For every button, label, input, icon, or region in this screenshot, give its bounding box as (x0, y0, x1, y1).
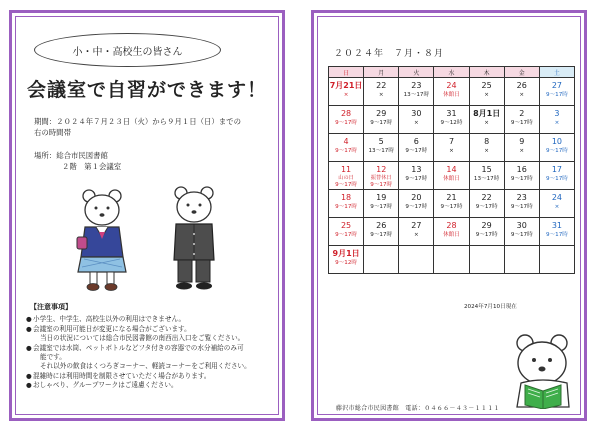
day-number: 6 (413, 137, 419, 146)
calendar-day-cell (329, 106, 364, 134)
note-text: 小学生、中学生、高校生以外の利用はできません。 (33, 315, 186, 324)
holiday-name: 山の日 (338, 175, 354, 181)
calendar-day-cell (364, 218, 399, 246)
calendar-week-row (329, 218, 575, 246)
weekday-header: 日 (329, 67, 364, 78)
calendar-day-cell (539, 106, 574, 134)
note-text: おしゃべり、グループワークはご遠慮ください。 (33, 381, 178, 390)
calendar-day-cell (539, 190, 574, 218)
day-schedule: 9～17時 (370, 120, 393, 126)
day-number: 8月1日 (473, 109, 501, 118)
day-number: 8 (484, 137, 490, 146)
reading-bear-illustration (507, 331, 579, 409)
calendar-day-cell (504, 134, 539, 162)
calendar-day-cell (434, 78, 469, 106)
day-schedule: × (554, 120, 560, 126)
day-schedule: 9～17時 (475, 204, 498, 210)
calendar-day-cell (399, 78, 434, 106)
calendar-day-cell (399, 134, 434, 162)
bullet-icon: ● (26, 343, 32, 352)
bullet-icon: ● (26, 371, 32, 380)
day-number: 23 (516, 193, 527, 202)
day-schedule: × (484, 92, 489, 98)
weekday-header: 水 (434, 67, 469, 78)
bullet-icon: ● (26, 315, 32, 324)
calendar-day-cell (504, 106, 539, 134)
calendar-day-cell (504, 162, 539, 190)
venue-label: 場所： (34, 151, 57, 160)
day-schedule: 9～17時 (335, 182, 357, 188)
calendar-week-row (329, 162, 575, 190)
weekday-header: 月 (364, 67, 399, 78)
day-schedule: 9～17時 (545, 176, 568, 182)
day-schedule: 休館日 (443, 232, 460, 238)
calendar-panel (311, 10, 587, 421)
day-schedule: × (378, 92, 384, 98)
calendar-day-cell (364, 246, 399, 274)
note-subtext: 当日の状況については総合市民図書館の南西出入口をご覧ください。 (40, 334, 245, 343)
day-schedule: 9～17時 (335, 120, 357, 126)
day-schedule: 9～12時 (440, 120, 463, 126)
calendar-day-cell (329, 78, 364, 106)
weekday-header: 木 (469, 67, 504, 78)
day-number: 28 (340, 109, 352, 118)
calendar-day-cell (504, 218, 539, 246)
calendar-day-cell (364, 78, 399, 106)
calendar-day-cell (539, 134, 574, 162)
day-number: 28 (446, 221, 457, 230)
calendar-day-cell (329, 246, 364, 274)
day-schedule: 9～17時 (370, 204, 393, 210)
calendar-day-cell (329, 218, 364, 246)
day-number: 30 (516, 221, 527, 230)
day-number: 5 (378, 137, 384, 146)
day-number: 4 (343, 137, 349, 146)
venue-line1: 総合市民図書館 (56, 151, 108, 160)
day-number: 26 (516, 81, 527, 90)
day-schedule: × (449, 148, 454, 154)
day-number: 31 (446, 109, 457, 118)
calendar-day-cell (364, 190, 399, 218)
day-schedule: 9～17時 (440, 204, 463, 210)
day-number: 9 (519, 137, 525, 146)
note-item (26, 325, 274, 344)
calendar-day-cell (469, 246, 504, 274)
note-text: 会議室の利用可能日が変更になる場合がございます。 (33, 324, 191, 333)
calendar-week-row (329, 106, 575, 134)
calendar-day-cell (329, 190, 364, 218)
bullet-icon: ● (26, 324, 32, 333)
calendar-week-row (329, 246, 575, 274)
day-number: 24 (446, 81, 457, 90)
note-text: 混雑時には利用時間を制限させていただく場合があります。 (33, 371, 211, 380)
day-number: 20 (411, 193, 422, 202)
day-number: 2 (519, 109, 525, 118)
note-item (26, 344, 274, 372)
flyer-panel (9, 10, 285, 421)
calendar-day-cell (434, 162, 469, 190)
library-contact: 藤沢市総合市民図書館 電話：０４６６－４３－１１１１ (336, 405, 500, 412)
day-number: 13 (411, 165, 422, 174)
period-info (34, 116, 264, 138)
calendar-day-cell (539, 218, 574, 246)
day-schedule: 9～17時 (545, 92, 568, 98)
venue-line2: ２階 第１会議室 (62, 162, 122, 171)
calendar-table (328, 66, 575, 274)
day-schedule: 9～17時 (405, 148, 428, 154)
calendar-day-cell (469, 78, 504, 106)
calendar-day-cell (469, 162, 504, 190)
calendar-day-cell (539, 78, 574, 106)
notes-title: 【注意事項】 (30, 303, 72, 311)
calendar-day-cell (504, 246, 539, 274)
weekday-header: 火 (399, 67, 434, 78)
calendar-week-row (329, 78, 575, 106)
day-schedule: × (484, 120, 489, 126)
calendar-day-cell (539, 162, 574, 190)
weekday-header: 土 (539, 67, 574, 78)
calendar-day-cell (469, 190, 504, 218)
day-number: 25 (481, 81, 492, 90)
day-schedule: × (519, 92, 525, 98)
day-number: 3 (554, 109, 560, 118)
calendar-day-cell (434, 218, 469, 246)
day-schedule: 9～17時 (510, 176, 533, 182)
calendar-day-cell (434, 106, 469, 134)
day-number: 26 (376, 221, 387, 230)
note-item (26, 372, 274, 381)
day-schedule: 9～17時 (510, 232, 533, 238)
calendar-day-cell (399, 246, 434, 274)
day-schedule: 9～17時 (510, 204, 533, 210)
day-number: 17 (551, 165, 563, 174)
note-text: 会議室では水筒、ペットボトルなどフタ付きの容器での水分補給のみ可 (33, 343, 244, 352)
day-schedule: 9～17時 (370, 232, 393, 238)
audience-label: 小・中・高校生の皆さん (34, 33, 221, 67)
day-schedule: × (343, 92, 349, 98)
day-number: 18 (340, 193, 352, 202)
day-schedule: 13～17時 (403, 92, 430, 98)
day-schedule: × (414, 232, 419, 238)
day-schedule: 9～17時 (335, 148, 357, 154)
day-schedule: 9～12時 (335, 260, 357, 266)
calendar-day-cell (329, 134, 364, 162)
day-number: 15 (481, 165, 492, 174)
calendar-day-cell (399, 190, 434, 218)
day-schedule: 9～17時 (475, 232, 498, 238)
holiday-name: 振替休日 (370, 175, 392, 181)
calendar-day-cell (504, 190, 539, 218)
calendar-day-cell (399, 218, 434, 246)
day-number: 22 (481, 193, 492, 202)
bear-girl-illustration (72, 187, 134, 292)
calendar-body (329, 78, 575, 274)
day-number: 22 (376, 81, 387, 90)
day-schedule: × (414, 120, 419, 126)
day-number: 12 (376, 165, 387, 174)
day-number: 29 (481, 221, 492, 230)
day-schedule: 9～17時 (405, 176, 428, 182)
day-schedule: × (554, 204, 560, 210)
day-number: 21 (446, 193, 457, 202)
day-number: 27 (411, 221, 422, 230)
bear-boy-illustration (164, 184, 226, 292)
page-title: 会議室で自習ができます！ (26, 79, 267, 101)
day-number: 14 (446, 165, 457, 174)
period-text: ２０２４年７月２３日（火）から９月１日（日）までの (56, 117, 241, 126)
venue-info (34, 150, 121, 172)
day-number: 29 (376, 109, 387, 118)
calendar-day-cell (434, 246, 469, 274)
day-number: 31 (551, 221, 563, 230)
day-schedule: 9～17時 (405, 204, 428, 210)
day-schedule: 9～17時 (335, 204, 357, 210)
calendar-day-cell (399, 106, 434, 134)
day-number: 7月21日 (329, 81, 363, 90)
day-schedule: 13～17時 (368, 148, 394, 154)
period-label: 期間： (34, 117, 57, 126)
calendar-day-cell (434, 190, 469, 218)
day-number: 7 (448, 137, 455, 146)
day-schedule: × (484, 148, 489, 154)
calendar-day-cell (399, 162, 434, 190)
calendar-day-cell (469, 106, 504, 134)
day-number: 24 (551, 193, 563, 202)
calendar-day-cell (434, 134, 469, 162)
day-number: 30 (411, 109, 422, 118)
note-subtext: それ以外の飲食はくつろぎコーナー、軽読コーナーをご利用ください。 (40, 362, 251, 371)
calendar-day-cell (364, 134, 399, 162)
bullet-icon: ● (26, 381, 32, 390)
calendar-day-cell (504, 78, 539, 106)
day-schedule: 休館日 (443, 176, 460, 182)
note-item (26, 315, 274, 324)
day-schedule: 9～17時 (510, 120, 533, 126)
calendar-day-cell (539, 246, 574, 274)
day-number: 25 (340, 221, 352, 230)
day-number: 11 (340, 165, 352, 174)
weekday-header-row (329, 67, 575, 78)
day-number: 27 (551, 81, 563, 90)
day-number: 16 (516, 165, 527, 174)
day-schedule: 9～17時 (370, 182, 393, 188)
note-subtext: 能です。 (40, 353, 66, 362)
day-schedule: × (519, 148, 525, 154)
weekday-header: 金 (504, 67, 539, 78)
notes-section (26, 303, 274, 391)
day-schedule: 9～17時 (545, 232, 568, 238)
calendar-day-cell (329, 162, 364, 190)
day-schedule: 9～17時 (335, 232, 357, 238)
period-line2: 右の時間帯 (34, 128, 71, 137)
day-number: 9月1日 (332, 249, 360, 258)
calendar-week-row (329, 134, 575, 162)
day-number: 19 (376, 193, 387, 202)
calendar-day-cell (469, 134, 504, 162)
calendar-week-row (329, 190, 575, 218)
calendar-day-cell (364, 106, 399, 134)
day-schedule: 13～17時 (473, 176, 500, 182)
calendar-day-cell (469, 218, 504, 246)
note-item (26, 381, 274, 390)
issued-date: 2024年7月10日現在 (464, 304, 517, 310)
day-schedule: 9～17時 (545, 148, 568, 154)
day-number: 23 (411, 81, 422, 90)
day-schedule: 休館日 (443, 92, 460, 98)
day-number: 10 (551, 137, 563, 146)
calendar-day-cell (364, 162, 399, 190)
calendar-title: ２０２４年 ７月・８月 (334, 49, 445, 59)
